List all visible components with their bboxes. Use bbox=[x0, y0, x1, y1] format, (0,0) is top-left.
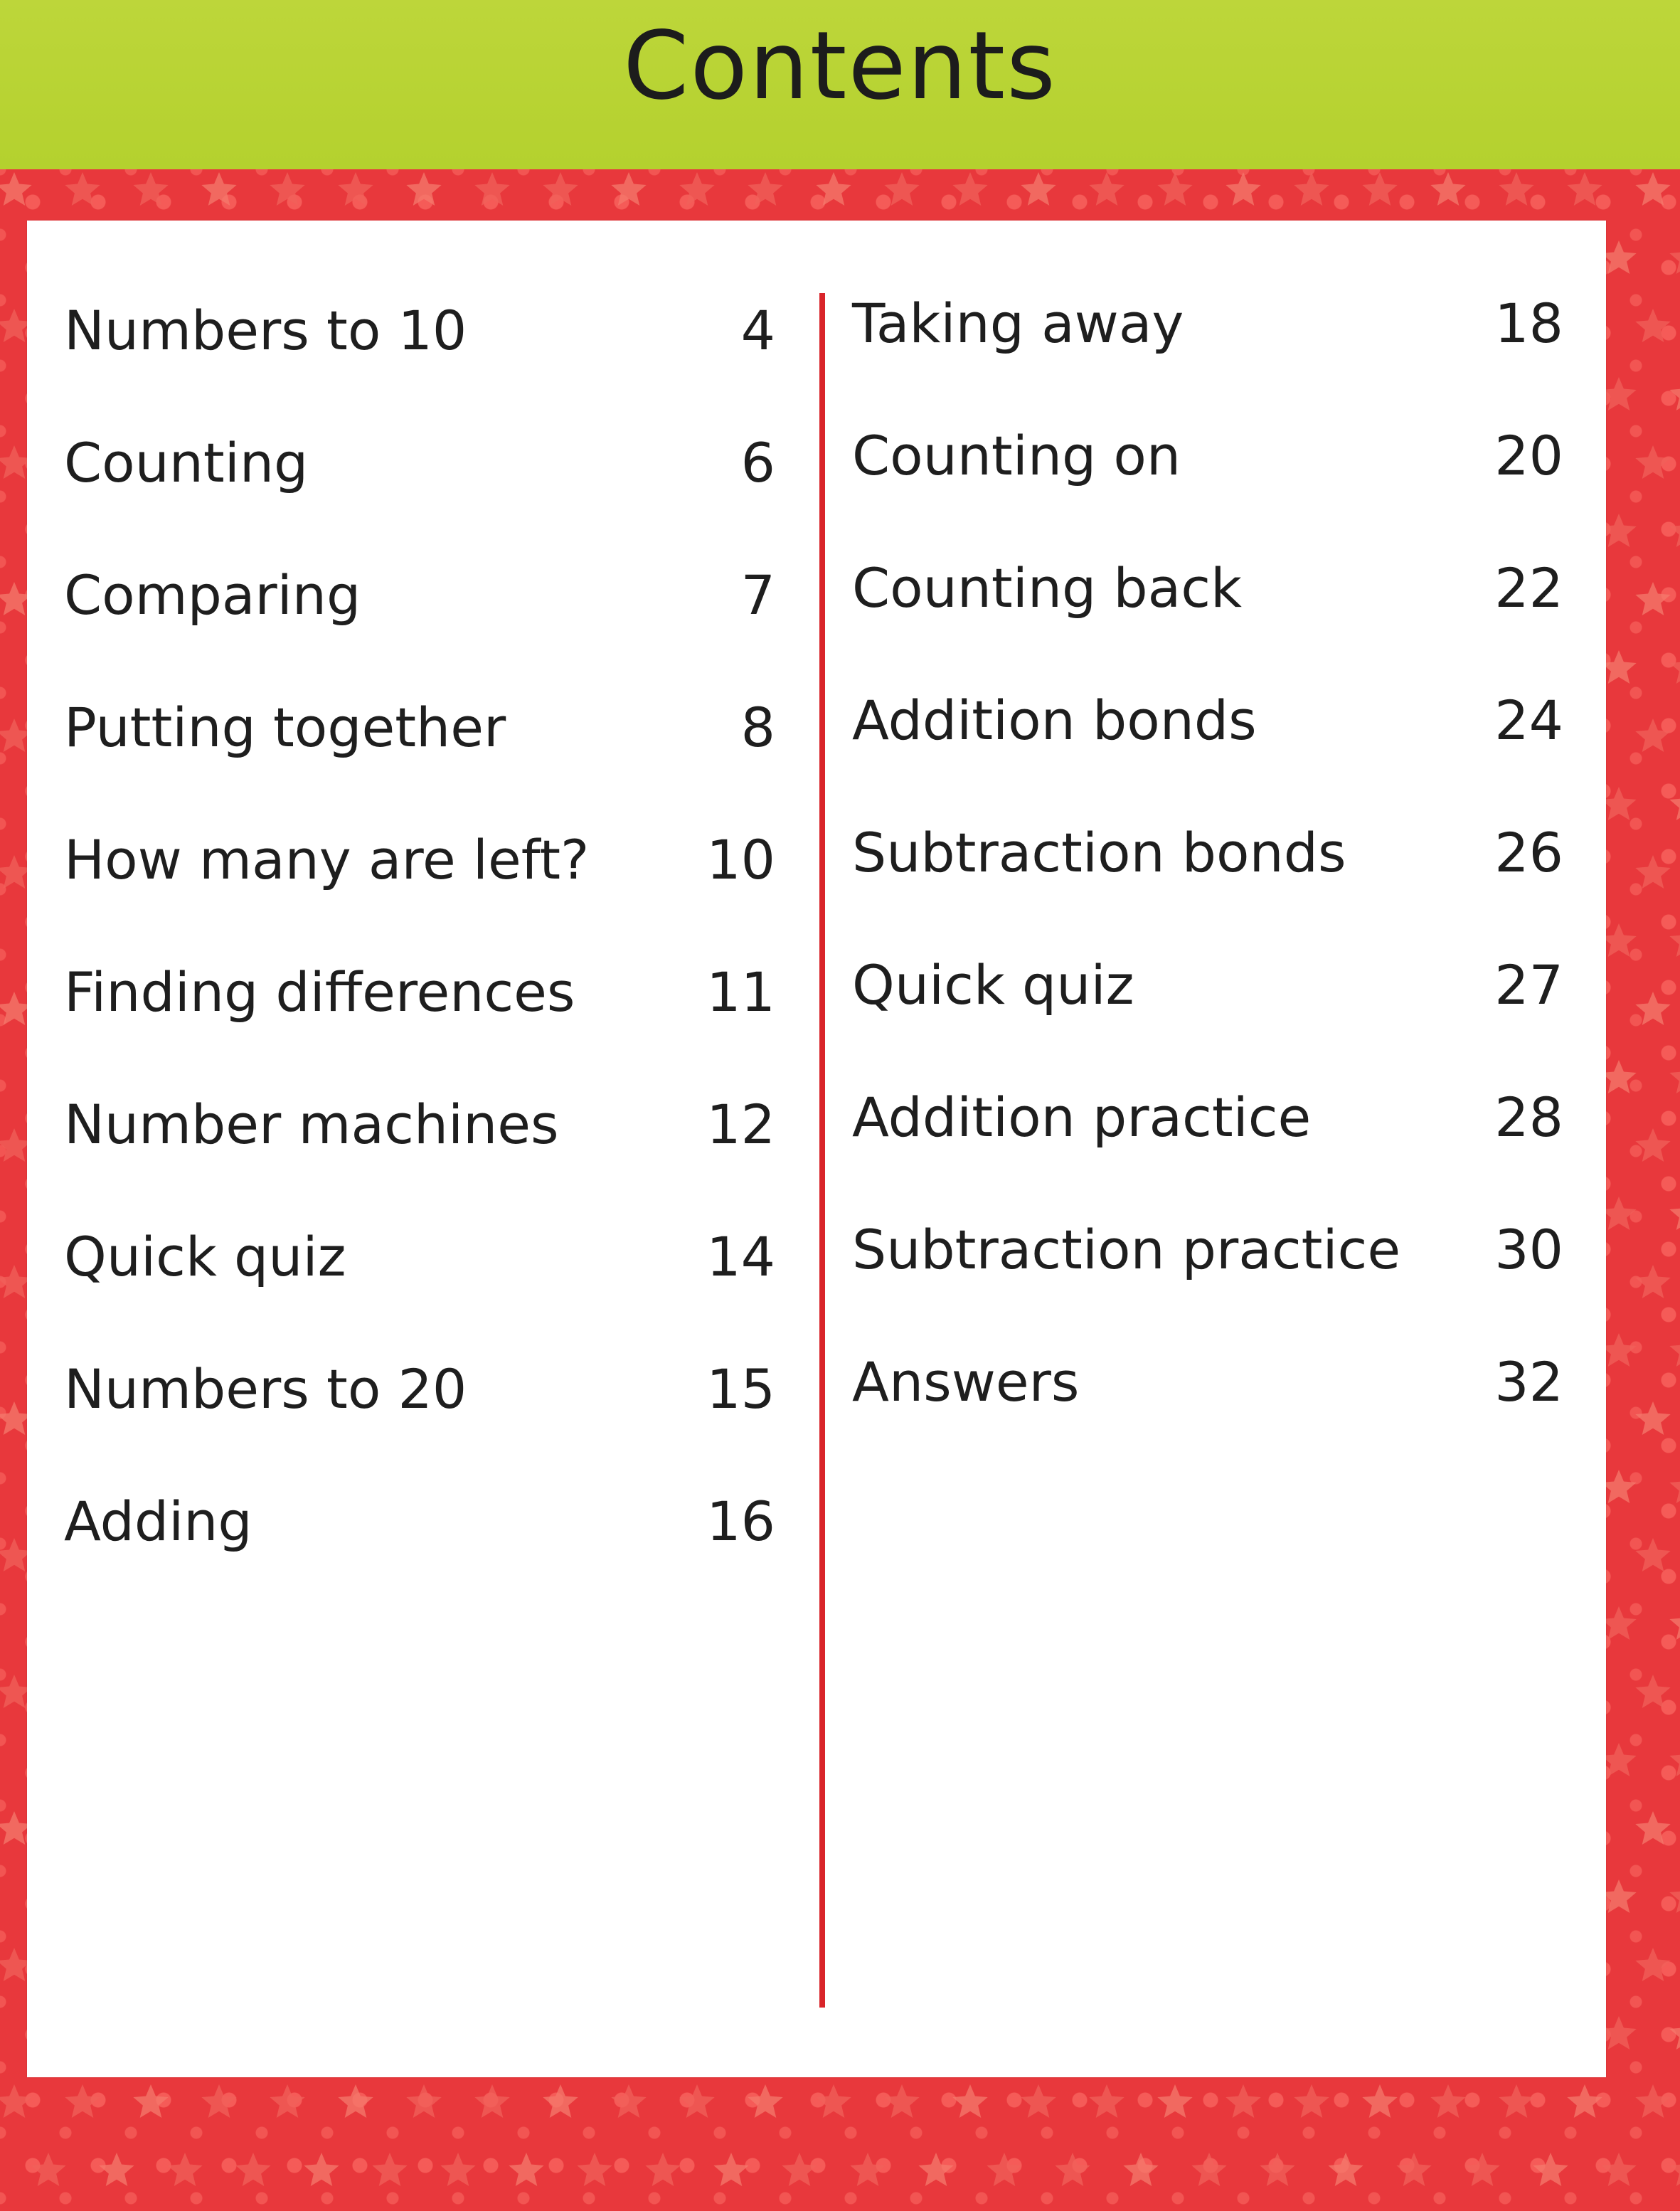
toc-item-label: Numbers to 10 bbox=[64, 299, 467, 362]
toc-item-label: Addition practice bbox=[852, 1086, 1312, 1149]
star-decoration bbox=[645, 2153, 680, 2186]
star-decoration bbox=[1669, 1333, 1680, 1367]
star-decoration bbox=[1021, 172, 1056, 206]
star-decoration bbox=[1635, 1265, 1670, 1298]
star-decoration bbox=[1635, 582, 1670, 615]
star-decoration bbox=[1635, 1675, 1670, 1708]
toc-item-page: 7 bbox=[740, 563, 775, 627]
toc-item-page: 11 bbox=[706, 960, 775, 1024]
toc-item-page: 24 bbox=[1494, 689, 1563, 752]
star-decoration bbox=[1669, 377, 1680, 410]
star-decoration bbox=[1430, 2084, 1465, 2118]
toc-item-label: Taking away bbox=[852, 292, 1184, 355]
star-decoration bbox=[372, 2153, 407, 2186]
toc-item[interactable] bbox=[64, 553, 775, 638]
toc-item-label: Subtraction bonds bbox=[852, 821, 1346, 884]
toc-item-page: 18 bbox=[1494, 292, 1563, 355]
star-decoration bbox=[1669, 1197, 1680, 1230]
toc-item-page: 20 bbox=[1494, 424, 1563, 487]
star-decoration bbox=[406, 172, 441, 206]
star-decoration bbox=[1294, 2084, 1329, 2118]
star-decoration bbox=[1635, 172, 1670, 206]
star-decoration bbox=[1601, 1879, 1636, 1913]
star-decoration bbox=[1294, 172, 1329, 206]
star-decoration bbox=[474, 2084, 509, 2118]
toc-item[interactable] bbox=[852, 678, 1563, 763]
column-divider bbox=[819, 293, 825, 2008]
toc-item-page: 32 bbox=[1494, 1350, 1563, 1414]
star-decoration bbox=[1635, 309, 1670, 342]
star-decoration bbox=[1669, 240, 1680, 274]
star-decoration bbox=[1055, 2153, 1090, 2186]
star-decoration bbox=[1601, 240, 1636, 274]
toc-item[interactable] bbox=[64, 817, 775, 903]
star-decoration bbox=[167, 2153, 202, 2186]
star-decoration bbox=[270, 2084, 304, 2118]
toc-item-label: Quick quiz bbox=[852, 953, 1134, 1017]
star-decoration bbox=[1635, 855, 1670, 889]
toc-item-label: Numbers to 20 bbox=[64, 1357, 467, 1421]
toc-item-label: Quick quiz bbox=[64, 1225, 346, 1288]
toc-item-label: Subtraction practice bbox=[852, 1218, 1401, 1281]
star-decoration bbox=[0, 2084, 32, 2118]
star-decoration bbox=[235, 2153, 270, 2186]
star-decoration bbox=[1601, 1333, 1636, 1367]
star-decoration bbox=[1635, 1401, 1670, 1435]
star-decoration bbox=[65, 2084, 100, 2118]
star-decoration bbox=[1601, 787, 1636, 820]
star-decoration bbox=[1601, 1060, 1636, 1093]
star-decoration bbox=[1499, 172, 1533, 206]
toc-item-label: Putting together bbox=[64, 696, 506, 759]
star-decoration bbox=[1157, 172, 1192, 206]
star-decoration bbox=[1464, 2153, 1499, 2186]
toc-item-page: 10 bbox=[706, 828, 775, 891]
toc-item-label: How many are left? bbox=[64, 828, 590, 891]
star-decoration bbox=[1601, 650, 1636, 684]
star-decoration bbox=[338, 2084, 373, 2118]
star-decoration bbox=[1157, 2084, 1192, 2118]
toc-item[interactable] bbox=[64, 1214, 775, 1300]
toc-item[interactable] bbox=[64, 420, 775, 506]
star-decoration bbox=[31, 2153, 65, 2186]
star-decoration bbox=[543, 2084, 578, 2118]
star-decoration bbox=[577, 2153, 612, 2186]
star-decoration bbox=[1669, 1879, 1680, 1913]
star-decoration bbox=[1089, 172, 1124, 206]
star-decoration bbox=[1669, 2016, 1680, 2050]
toc-item-label: Finding differences bbox=[64, 960, 575, 1024]
star-decoration bbox=[1089, 2084, 1124, 2118]
toc-item-label: Answers bbox=[852, 1350, 1080, 1414]
toc-item-page: 12 bbox=[706, 1093, 775, 1156]
star-decoration bbox=[1601, 923, 1636, 957]
star-decoration bbox=[1669, 514, 1680, 547]
star-decoration bbox=[748, 2084, 782, 2118]
star-decoration bbox=[782, 2153, 817, 2186]
star-decoration bbox=[509, 2153, 543, 2186]
toc-item-label: Comparing bbox=[64, 563, 361, 627]
toc-item-page: 6 bbox=[740, 431, 775, 494]
star-decoration bbox=[1669, 923, 1680, 957]
toc-item-label: Counting on bbox=[852, 424, 1181, 487]
star-decoration bbox=[884, 2084, 919, 2118]
toc-item[interactable] bbox=[852, 1075, 1563, 1160]
toc-item[interactable] bbox=[852, 413, 1563, 499]
star-decoration bbox=[850, 2153, 885, 2186]
star-decoration bbox=[65, 172, 100, 206]
star-decoration bbox=[952, 2084, 987, 2118]
toc-item-page: 27 bbox=[1494, 953, 1563, 1017]
toc-item-label: Counting back bbox=[852, 556, 1242, 620]
star-decoration bbox=[304, 2153, 339, 2186]
star-decoration bbox=[1191, 2153, 1226, 2186]
toc-item-label: Counting bbox=[64, 431, 309, 494]
star-decoration bbox=[816, 172, 851, 206]
toc-item-label: Number machines bbox=[64, 1093, 559, 1156]
toc-item[interactable] bbox=[852, 943, 1563, 1028]
star-decoration bbox=[1601, 377, 1636, 410]
star-decoration bbox=[1567, 2084, 1602, 2118]
star-decoration bbox=[1669, 650, 1680, 684]
toc-item-page: 16 bbox=[706, 1490, 775, 1553]
toc-item[interactable] bbox=[64, 1082, 775, 1167]
toc-item[interactable] bbox=[852, 1340, 1563, 1425]
star-decoration bbox=[713, 2153, 748, 2186]
star-decoration bbox=[1669, 1743, 1680, 1776]
star-decoration bbox=[1601, 1743, 1636, 1776]
star-decoration bbox=[1601, 2153, 1636, 2186]
toc-item[interactable] bbox=[852, 1207, 1563, 1293]
star-decoration bbox=[1635, 1811, 1670, 1845]
star-decoration bbox=[1601, 1197, 1636, 1230]
star-decoration bbox=[679, 172, 714, 206]
star-decoration bbox=[884, 172, 919, 206]
star-decoration bbox=[270, 172, 304, 206]
star-decoration bbox=[1362, 172, 1397, 206]
star-decoration bbox=[1601, 1470, 1636, 1503]
star-decoration bbox=[1635, 2084, 1670, 2118]
toc-item[interactable] bbox=[64, 1479, 775, 1564]
star-decoration bbox=[679, 2084, 714, 2118]
star-decoration bbox=[1635, 1948, 1670, 1981]
star-decoration bbox=[1328, 2153, 1363, 2186]
star-decoration bbox=[1635, 1128, 1670, 1162]
page-title: Contents bbox=[623, 11, 1057, 121]
toc-item-page: 4 bbox=[740, 299, 775, 362]
star-decoration bbox=[338, 172, 373, 206]
star-decoration bbox=[987, 2153, 1021, 2186]
star-decoration bbox=[543, 172, 578, 206]
star-decoration bbox=[1669, 2153, 1680, 2186]
star-decoration bbox=[918, 2153, 953, 2186]
star-decoration bbox=[1601, 1606, 1636, 1640]
star-decoration bbox=[133, 172, 168, 206]
toc-item[interactable] bbox=[64, 288, 775, 373]
toc-item-page: 8 bbox=[740, 696, 775, 759]
toc-item-label: Adding bbox=[64, 1490, 252, 1553]
star-decoration bbox=[1533, 2153, 1568, 2186]
star-decoration bbox=[440, 2153, 475, 2186]
star-decoration bbox=[474, 172, 509, 206]
toc-item[interactable] bbox=[852, 810, 1563, 896]
star-decoration bbox=[1635, 992, 1670, 1025]
star-decoration bbox=[1396, 2153, 1431, 2186]
star-decoration bbox=[1362, 2084, 1397, 2118]
star-decoration bbox=[1226, 172, 1260, 206]
star-decoration bbox=[1567, 172, 1602, 206]
star-decoration bbox=[748, 172, 782, 206]
star-decoration bbox=[1669, 1060, 1680, 1093]
star-decoration bbox=[611, 172, 646, 206]
star-decoration bbox=[201, 2084, 236, 2118]
star-decoration bbox=[201, 172, 236, 206]
star-decoration bbox=[1021, 2084, 1056, 2118]
star-decoration bbox=[133, 2084, 168, 2118]
star-decoration bbox=[1669, 1606, 1680, 1640]
star-decoration bbox=[816, 2084, 851, 2118]
toc-item[interactable] bbox=[852, 281, 1563, 366]
star-decoration bbox=[1123, 2153, 1158, 2186]
star-decoration bbox=[1226, 2084, 1260, 2118]
star-decoration bbox=[1260, 2153, 1294, 2186]
toc-item[interactable] bbox=[64, 950, 775, 1035]
toc-item-page: 30 bbox=[1494, 1218, 1563, 1281]
toc-item-page: 22 bbox=[1494, 556, 1563, 620]
toc-item-page: 28 bbox=[1494, 1086, 1563, 1149]
star-decoration bbox=[1601, 514, 1636, 547]
star-decoration bbox=[1635, 445, 1670, 479]
toc-item[interactable] bbox=[852, 546, 1563, 631]
star-decoration bbox=[952, 172, 987, 206]
star-decoration bbox=[1669, 1470, 1680, 1503]
star-decoration bbox=[1430, 172, 1465, 206]
star-decoration bbox=[1601, 2016, 1636, 2050]
toc-item-page: 26 bbox=[1494, 821, 1563, 884]
star-decoration bbox=[0, 172, 32, 206]
toc-item-page: 14 bbox=[706, 1225, 775, 1288]
star-decoration bbox=[99, 2153, 134, 2186]
star-decoration bbox=[1635, 719, 1670, 752]
toc-item-label: Addition bonds bbox=[852, 689, 1257, 752]
star-decoration bbox=[406, 2084, 441, 2118]
star-decoration bbox=[611, 2084, 646, 2118]
toc-item[interactable] bbox=[64, 685, 775, 770]
toc-item[interactable] bbox=[64, 1347, 775, 1432]
star-decoration bbox=[1499, 2084, 1533, 2118]
star-decoration bbox=[1635, 1538, 1670, 1571]
toc-item-page: 15 bbox=[706, 1357, 775, 1421]
star-decoration bbox=[1669, 787, 1680, 820]
